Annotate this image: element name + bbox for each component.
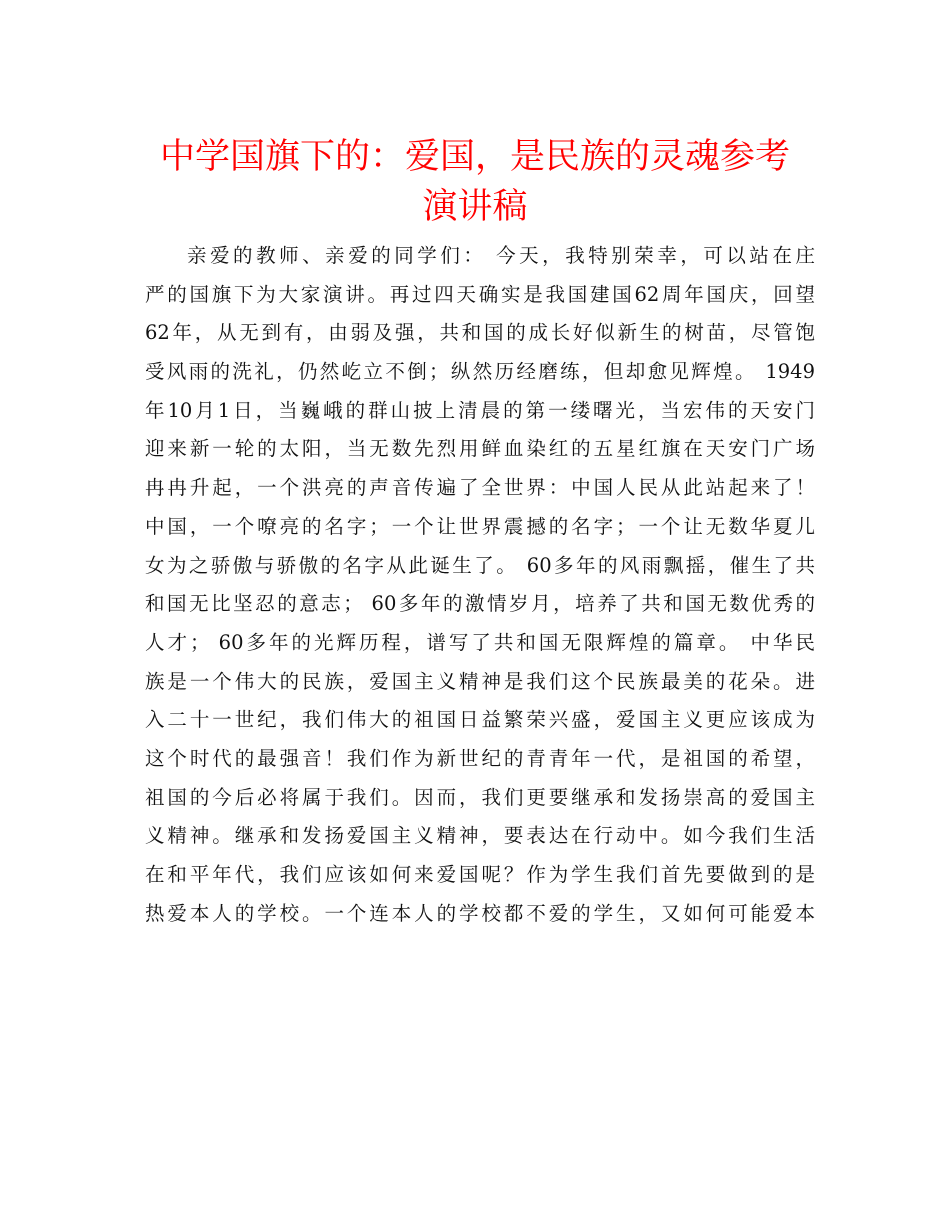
body-line-15: 祖国的今后必将属于我们。因而，我们更要继承和发扬崇高的爱国主 xyxy=(145,785,815,809)
body-line-4: 受风雨的洗礼，仍然屹立不倒；纵然历经磨练，但却愈见辉煌。 1949 xyxy=(145,360,815,384)
body-line-2: 严的国旗下为大家演讲。再过四天确实是我国建国62周年国庆，回望 xyxy=(145,282,815,306)
speech-body xyxy=(145,240,815,936)
body-line-12: 族是一个伟大的民族，爱国主义精神是我们这个民族最美的花朵。进 xyxy=(145,669,815,693)
body-line-18: 热爱本人的学校。一个连本人的学校都不爱的学生，又如何可能爱本 xyxy=(145,901,815,925)
body-line-17: 在和平年代，我们应该如何来爱国呢？作为学生我们首先要做到的是 xyxy=(145,863,815,886)
body-line-1: 亲爱的教师、亲爱的同学们： 今天，我特别荣幸，可以站在庄 xyxy=(187,244,815,267)
body-line-9: 女为之骄傲与骄傲的名字从此诞生了。 60多年的风雨飘摇，催生了共 xyxy=(145,553,815,577)
body-line-5: 年10月1日，当巍峨的群山披上清晨的第一缕曙光，当宏伟的天安门 xyxy=(145,398,815,422)
body-line-8: 中国，一个嘹亮的名字；一个让世界震撼的名字；一个让无数华夏儿 xyxy=(145,514,815,538)
title-line-2: 演讲稿 xyxy=(422,187,528,227)
body-line-6: 迎来新一轮的太阳，当无数先烈用鲜血染红的五星红旗在天安门广场 xyxy=(145,437,815,461)
body-line-7: 冉冉升起，一个洪亮的声音传遍了全世界：中国人民从此站起来了！ xyxy=(145,476,815,500)
title-line-1: 中学国旗下的：爱国，是民族的灵魂参考 xyxy=(159,137,790,177)
body-line-14: 这个时代的最强音！我们作为新世纪的青青年一代，是祖国的希望， xyxy=(145,746,815,770)
body-line-10: 和国无比坚忍的意志； 60多年的激情岁月，培养了共和国无数优秀的 xyxy=(145,592,815,616)
body-line-3: 62年，从无到有，由弱及强，共和国的成长好似新生的树苗，尽管饱 xyxy=(145,321,815,345)
body-line-13: 入二十一世纪，我们伟大的祖国日益繁荣兴盛，爱国主义更应该成为 xyxy=(145,708,815,732)
document-title xyxy=(100,132,850,232)
body-line-11: 人才； 60多年的光辉历程，谱写了共和国无限辉煌的篇章。 中华民 xyxy=(145,630,815,654)
body-line-16: 义精神。继承和发扬爱国主义精神，要表达在行动中。如今我们生活 xyxy=(145,824,815,848)
